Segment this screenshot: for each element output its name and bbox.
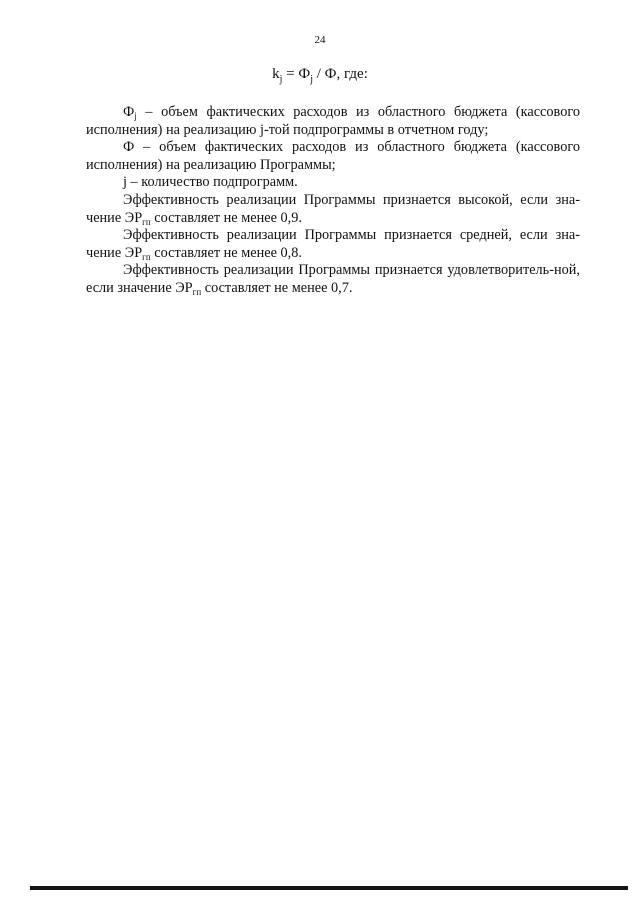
definition-phi: Ф – объем фактических расходов из областного бюджета (кассового исполнения) на реализацию Программы;: [86, 139, 580, 173]
criterion-high: [86, 192, 580, 227]
criterion-medium-text: Эффективность реализации Программы признается средней, если зна-чение ЭР: [86, 227, 580, 261]
formula-tail: , где:: [336, 66, 368, 82]
body-text: [86, 104, 580, 298]
criterion-satisfactory: [86, 262, 580, 297]
criterion-high-subscript: гп: [142, 216, 151, 227]
formula-phi-j: Ф: [298, 66, 311, 82]
criterion-medium-subscript: гп: [142, 251, 151, 262]
criterion-satisfactory-text: Эффективность реализации Программы признается удовлетворитель-ной, если значение ЭР: [86, 262, 580, 296]
formula-phi: Ф: [324, 66, 337, 82]
formula-k: k: [272, 66, 280, 82]
criterion-high-text: Эффективность реализации Программы признается высокой, если зна-чение ЭР: [86, 191, 580, 226]
criterion-satisfactory-subscript: гп: [192, 286, 202, 297]
criterion-high-value: составляет не менее 0,9.: [150, 209, 302, 226]
bottom-rule: [30, 886, 628, 890]
criterion-medium-value: составляет не менее 0,8.: [150, 244, 302, 261]
criterion-medium: [86, 227, 580, 262]
formula-phi-j-subscript: j: [310, 74, 313, 85]
formula-equals: =: [282, 66, 299, 82]
definition-phi-j-text: – объем фактических расходов из областного бюджета (кассового исполнения) на реализацию j-той подпрограммы в отчетном году;: [86, 104, 580, 138]
definition-phi-j-symbol: Ф: [123, 104, 135, 120]
formula-kj: [0, 66, 640, 83]
definition-j: j – количество подпрограмм.: [123, 174, 298, 191]
criterion-satisfactory-value: составляет не менее 0,7.: [201, 279, 353, 296]
definition-phi-j: [86, 104, 580, 139]
formula-slash: /: [312, 66, 325, 82]
definition-phi-j-subscript: j: [134, 111, 137, 121]
page-number: 24: [314, 34, 326, 46]
formula-k-subscript: j: [279, 74, 283, 85]
